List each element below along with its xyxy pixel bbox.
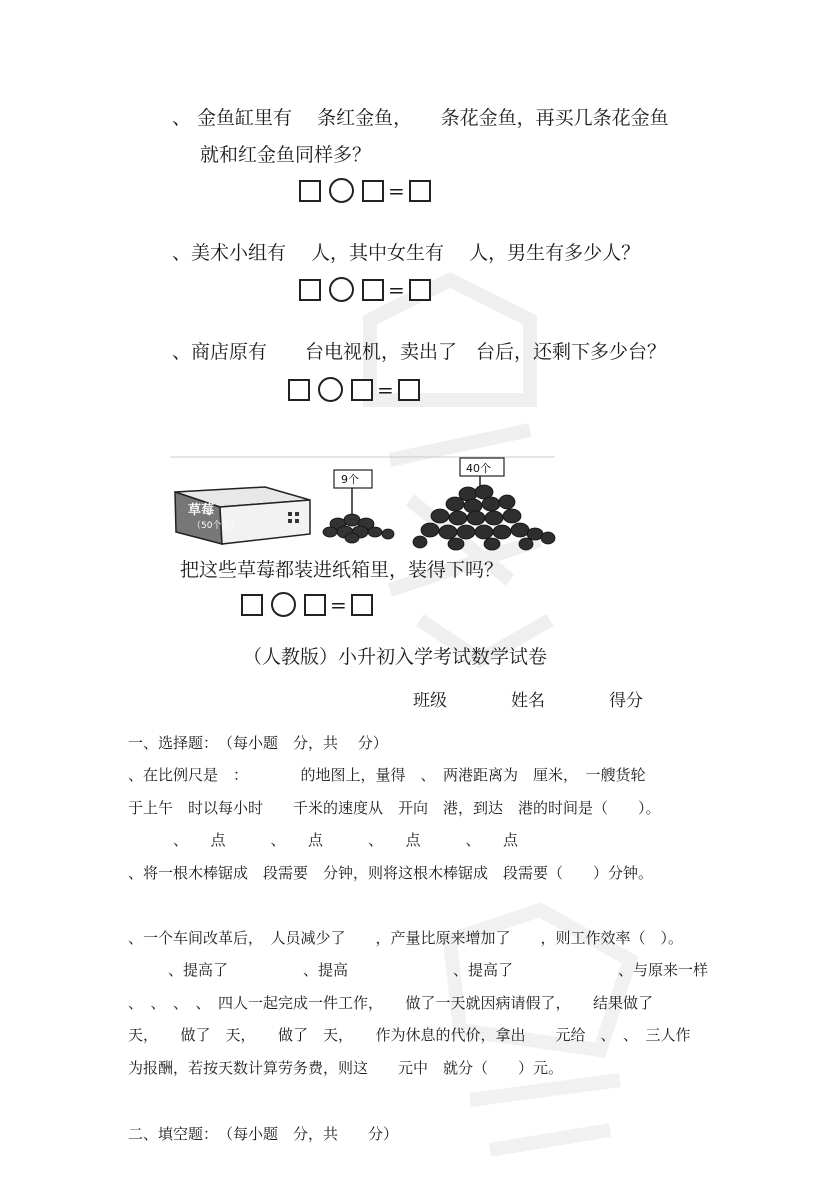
answer-box[interactable]	[362, 180, 384, 202]
equals-sign: =	[388, 277, 405, 302]
problem-1-line-1: 、 金鱼缸里有 条红金鱼， 条花金鱼，再买几条花金鱼	[172, 107, 669, 129]
strawberry-illustration	[170, 452, 565, 557]
question-4-line-1: 、 、 、 、 四人一起完成一件工作， 做了一天就因病请假了， 结果做了	[128, 994, 654, 1012]
question-4-line-3: 为报酬，若按天数计算劳务费，则这 元中 就分（ ）元。	[128, 1059, 564, 1077]
score-label: 得分	[609, 691, 643, 711]
answer-box[interactable]	[288, 379, 310, 401]
equation-blank-1[interactable]	[299, 178, 431, 203]
operator-circle[interactable]	[271, 592, 296, 617]
equals-sign: =	[377, 377, 394, 402]
operator-circle[interactable]	[329, 277, 354, 302]
name-label: 姓名	[511, 691, 545, 711]
answer-box[interactable]	[304, 594, 326, 616]
answer-box[interactable]	[351, 379, 373, 401]
question-4-line-2: 天， 做了 天， 做了 天， 作为休息的代价，拿出 元给 、 、 三人作	[128, 1026, 691, 1044]
answer-box[interactable]	[409, 180, 431, 202]
equation-blank-3[interactable]	[288, 377, 420, 402]
answer-box[interactable]	[398, 379, 420, 401]
class-label: 班级	[413, 691, 447, 711]
problem-2-line-1: 、美术小组有 人，其中女生有 人，男生有多少人？	[172, 242, 641, 264]
question-1-options: 、 点 、 点 、 点 、 点	[173, 831, 519, 849]
equals-sign: =	[388, 178, 405, 203]
question-2: 、将一根木棒锯成 段需要 分钟，则将这根木棒锯成 段需要（ ）分钟。	[128, 864, 654, 882]
box-sub-label: （50个装）	[192, 521, 240, 531]
box-label: 草莓	[188, 503, 215, 518]
question-3: 、一个车间改革后， 人员减少了 ，产量比原来增加了 ，则工作效率（ ）。	[128, 929, 684, 947]
answer-box[interactable]	[409, 279, 431, 301]
section-2-header: 二、填空题： （每小题 分，共 分）	[128, 1125, 399, 1143]
answer-box[interactable]	[241, 594, 263, 616]
answer-box[interactable]	[299, 279, 321, 301]
exam-title: （人教版）小升初入学考试数学试卷	[243, 646, 548, 668]
problem-1-line-2: 就和红金鱼同样多？	[200, 144, 372, 166]
question-3-options: 、提高了 、提高 、提高了 、与原来一样	[168, 961, 709, 979]
problem-4-question: 把这些草莓都装进纸箱里，装得下吗？	[180, 559, 504, 581]
problem-3-line-1: 、商店原有 台电视机，卖出了 台后，还剩下多少台？	[172, 341, 667, 363]
operator-circle[interactable]	[329, 178, 354, 203]
equation-blank-4[interactable]	[241, 592, 373, 617]
answer-box[interactable]	[299, 180, 321, 202]
large-pile-sign: 40个	[466, 462, 491, 475]
operator-circle[interactable]	[318, 377, 343, 402]
section-1-header: 一、选择题： （每小题 分，共 分）	[128, 734, 388, 752]
answer-box[interactable]	[362, 279, 384, 301]
question-1-line-1: 、在比例尺是 ： 的地图上，量得 、 两港距离为 厘米， 一艘货轮	[128, 766, 646, 784]
small-pile-sign: 9个	[341, 473, 359, 486]
question-1-line-2: 于上午 时以每小时 千米的速度从 开向 港，到达 港的时间是（ ）。	[128, 799, 661, 817]
equals-sign: =	[330, 592, 347, 617]
equation-blank-2[interactable]	[299, 277, 431, 302]
answer-box[interactable]	[351, 594, 373, 616]
